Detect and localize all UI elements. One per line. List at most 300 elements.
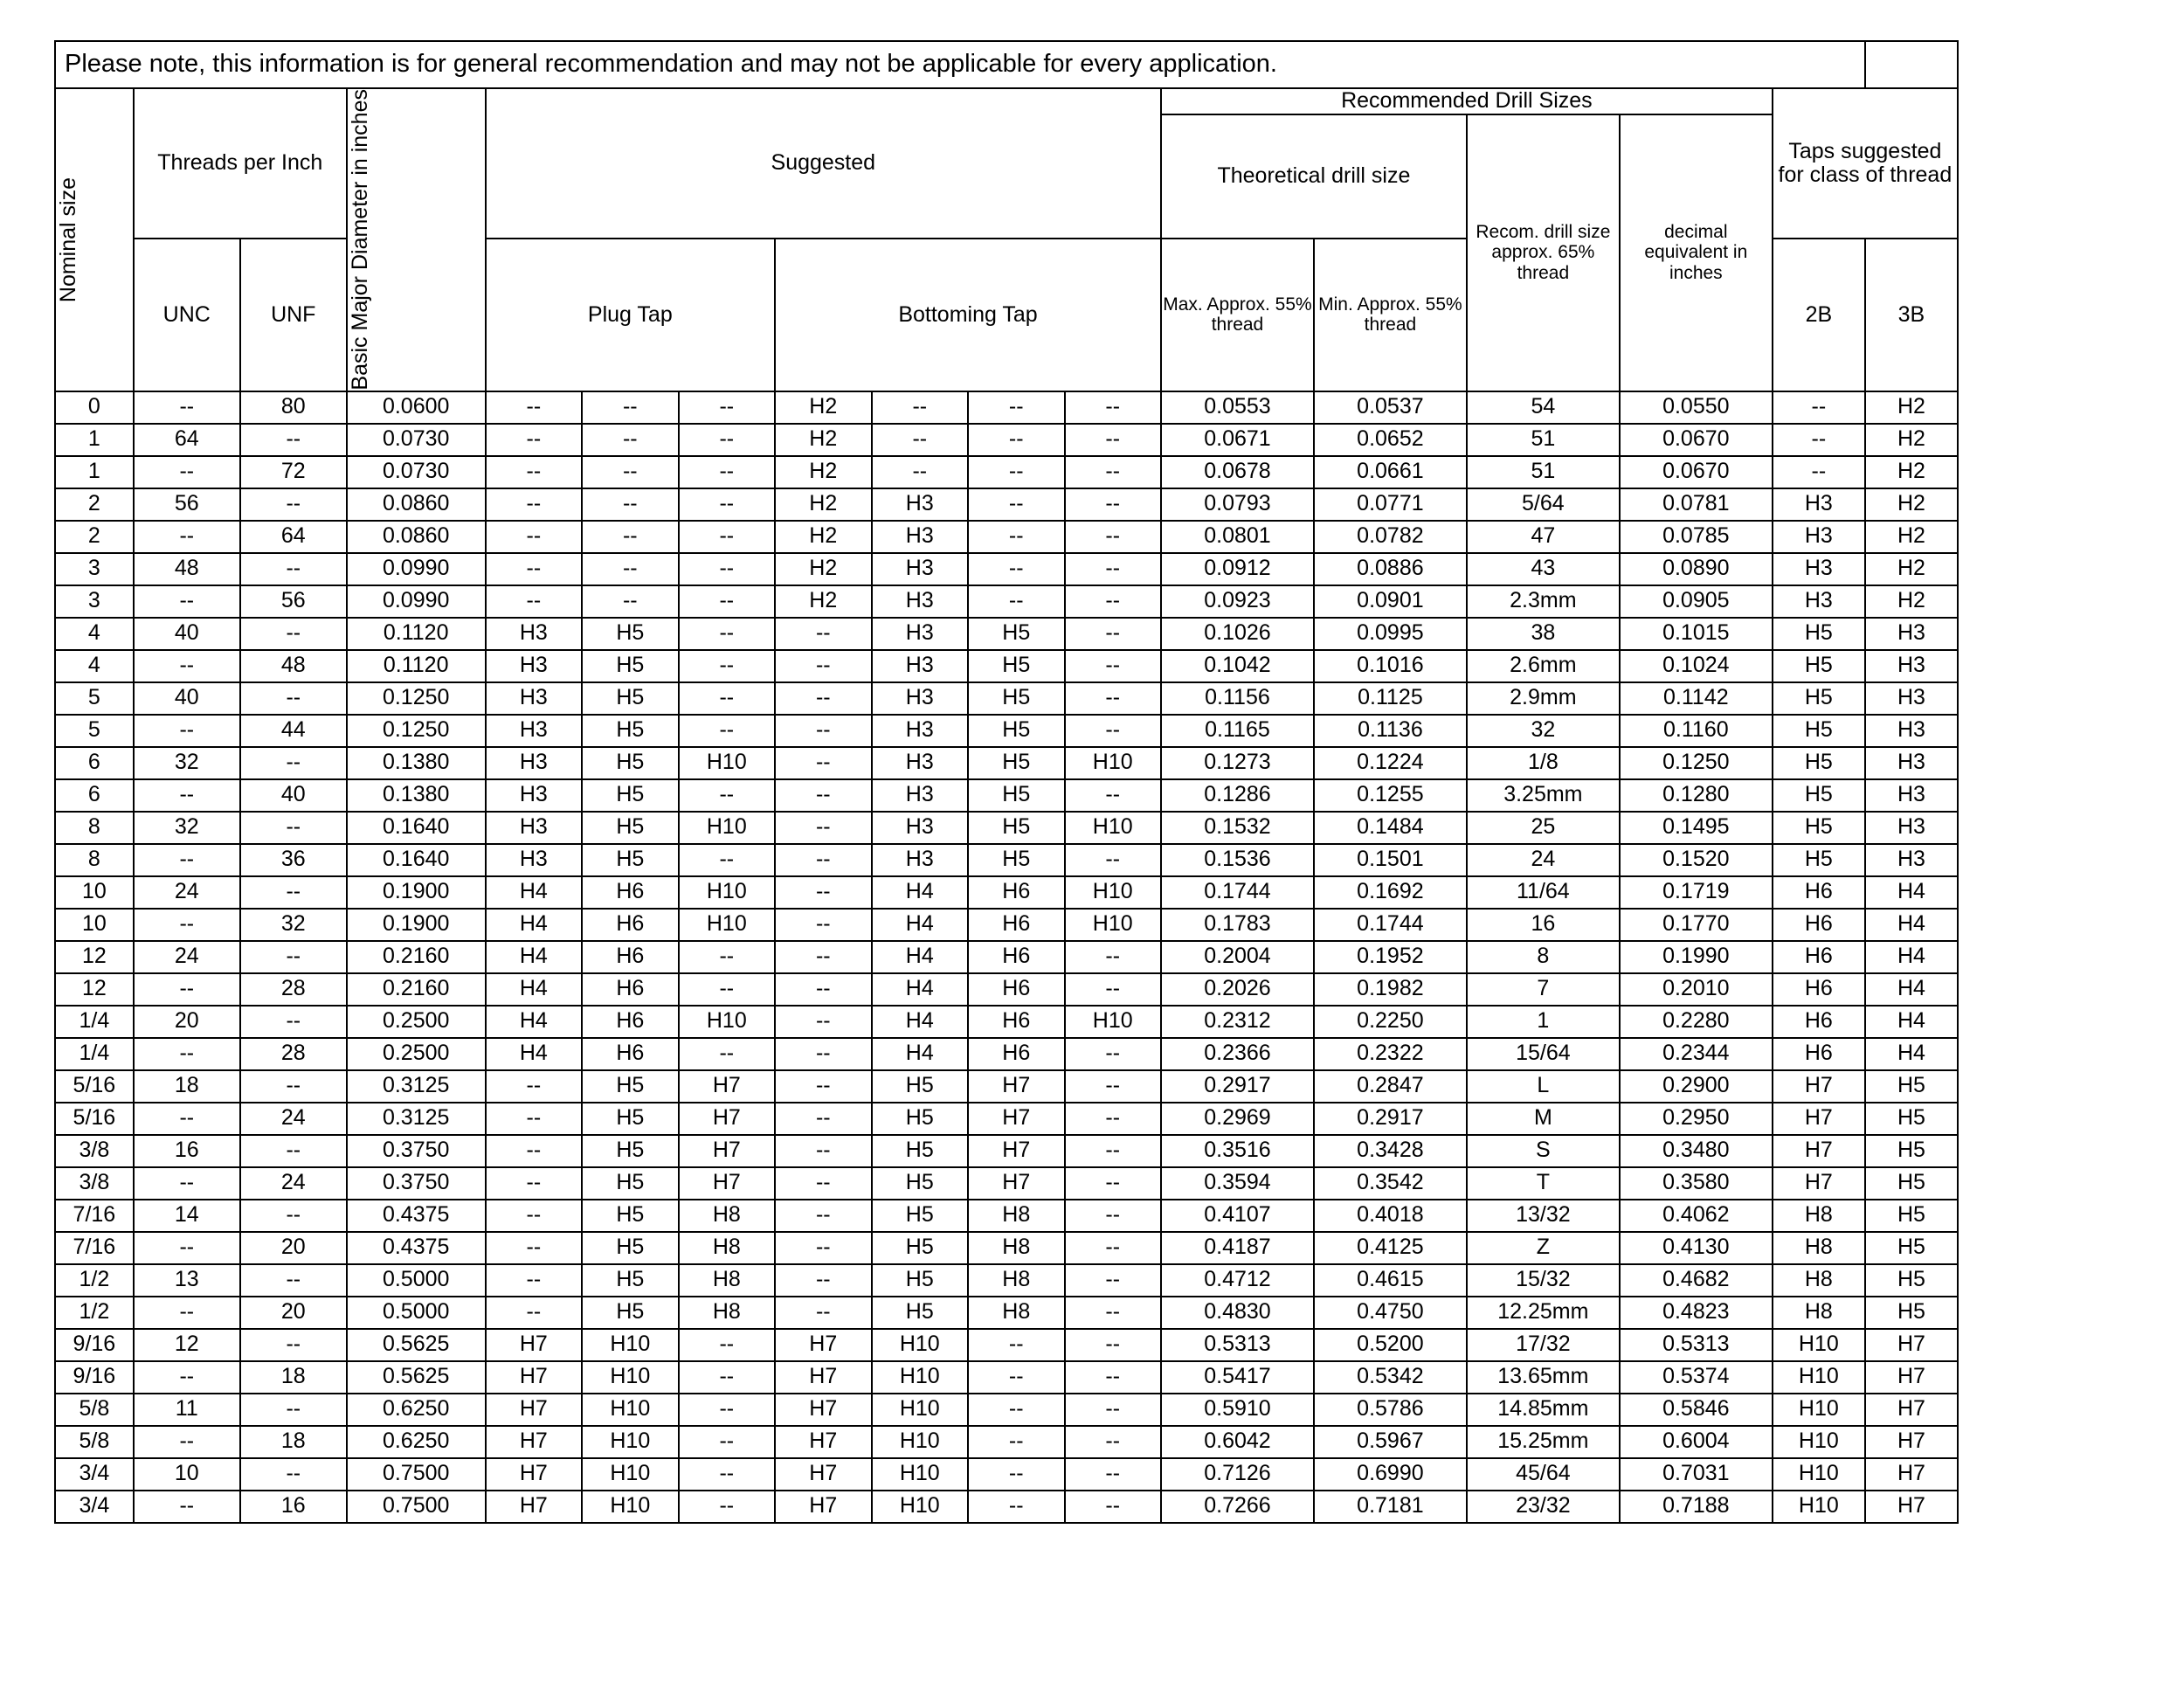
cell-unc: -- [134, 844, 240, 876]
cell-class-3b: H3 [1865, 812, 1958, 844]
cell-decimal-equivalent: 0.0890 [1620, 553, 1773, 585]
cell-bottoming-3: H6 [968, 973, 1064, 1006]
cell-min-approx: 0.1224 [1314, 747, 1467, 779]
cell-basic-major-diameter: 0.5000 [347, 1264, 486, 1297]
cell-recom-drill: 2.9mm [1467, 682, 1620, 715]
cell-unf: -- [240, 1135, 347, 1167]
cell-plug-2: H10 [582, 1329, 678, 1361]
cell-plug-1: H3 [486, 715, 582, 747]
cell-bottoming-2: H4 [872, 909, 968, 941]
cell-unc: 48 [134, 553, 240, 585]
cell-unc: -- [134, 1491, 240, 1523]
cell-bottoming-4: H10 [1065, 909, 1161, 941]
cell-recom-drill: 2.6mm [1467, 650, 1620, 682]
table-row [55, 1070, 1958, 1103]
cell-bottoming-3: H6 [968, 1038, 1064, 1070]
cell-bottoming-3: -- [968, 585, 1064, 618]
cell-plug-3: H10 [679, 812, 775, 844]
cell-unf: -- [240, 553, 347, 585]
cell-basic-major-diameter: 0.1900 [347, 876, 486, 909]
cell-bottoming-4: -- [1065, 941, 1161, 973]
cell-bottoming-1: -- [775, 618, 871, 650]
cell-plug-3: H8 [679, 1264, 775, 1297]
cell-bottoming-2: H3 [872, 618, 968, 650]
cell-nominal-size: 12 [55, 941, 134, 973]
cell-unf: 56 [240, 585, 347, 618]
cell-plug-3: H10 [679, 747, 775, 779]
table-row [55, 1264, 1958, 1297]
table-row [55, 909, 1958, 941]
cell-plug-3: -- [679, 779, 775, 812]
cell-min-approx: 0.1982 [1314, 973, 1467, 1006]
cell-recom-drill: 2.3mm [1467, 585, 1620, 618]
cell-unf: -- [240, 1394, 347, 1426]
cell-unc: 12 [134, 1329, 240, 1361]
cell-class-2b: H10 [1773, 1394, 1865, 1426]
cell-class-3b: H4 [1865, 941, 1958, 973]
table-row [55, 553, 1958, 585]
cell-plug-1: H3 [486, 747, 582, 779]
cell-max-approx: 0.5313 [1161, 1329, 1314, 1361]
cell-max-approx: 0.0671 [1161, 424, 1314, 456]
cell-max-approx: 0.0678 [1161, 456, 1314, 488]
cell-class-3b: H2 [1865, 521, 1958, 553]
cell-bottoming-1: H2 [775, 585, 871, 618]
cell-max-approx: 0.0793 [1161, 488, 1314, 521]
cell-recom-drill: 15/64 [1467, 1038, 1620, 1070]
cell-bottoming-4: -- [1065, 618, 1161, 650]
cell-plug-2: H6 [582, 1038, 678, 1070]
cell-bottoming-1: -- [775, 1232, 871, 1264]
cell-min-approx: 0.3428 [1314, 1135, 1467, 1167]
cell-basic-major-diameter: 0.0990 [347, 553, 486, 585]
cell-unf: 28 [240, 973, 347, 1006]
table-row [55, 812, 1958, 844]
cell-unf: 32 [240, 909, 347, 941]
cell-class-3b: H7 [1865, 1491, 1958, 1523]
cell-recom-drill: 25 [1467, 812, 1620, 844]
cell-plug-1: H7 [486, 1361, 582, 1394]
cell-plug-2: H5 [582, 682, 678, 715]
table-row [55, 585, 1958, 618]
cell-max-approx: 0.0553 [1161, 391, 1314, 424]
cell-class-3b: H2 [1865, 424, 1958, 456]
cell-bottoming-1: H2 [775, 521, 871, 553]
cell-decimal-equivalent: 0.7188 [1620, 1491, 1773, 1523]
cell-basic-major-diameter: 0.3125 [347, 1103, 486, 1135]
cell-decimal-equivalent: 0.4823 [1620, 1297, 1773, 1329]
cell-bottoming-2: H3 [872, 521, 968, 553]
cell-basic-major-diameter: 0.1250 [347, 715, 486, 747]
cell-max-approx: 0.2969 [1161, 1103, 1314, 1135]
cell-unf: 16 [240, 1491, 347, 1523]
cell-class-2b: H6 [1773, 909, 1865, 941]
cell-class-2b: H6 [1773, 973, 1865, 1006]
cell-max-approx: 0.5417 [1161, 1361, 1314, 1394]
cell-nominal-size: 8 [55, 812, 134, 844]
cell-bottoming-3: H8 [968, 1297, 1064, 1329]
cell-recom-drill: 1/8 [1467, 747, 1620, 779]
cell-basic-major-diameter: 0.1640 [347, 844, 486, 876]
cell-min-approx: 0.4125 [1314, 1232, 1467, 1264]
cell-decimal-equivalent: 0.2344 [1620, 1038, 1773, 1070]
cell-bottoming-4: H10 [1065, 747, 1161, 779]
cell-plug-2: -- [582, 488, 678, 521]
cell-unc: 32 [134, 747, 240, 779]
table-row [55, 1232, 1958, 1264]
cell-nominal-size: 3/8 [55, 1167, 134, 1200]
cell-basic-major-diameter: 0.2160 [347, 973, 486, 1006]
cell-plug-1: -- [486, 1264, 582, 1297]
cell-unf: -- [240, 1264, 347, 1297]
cell-bottoming-3: H7 [968, 1167, 1064, 1200]
header-plug-tap: Plug Tap [486, 239, 775, 391]
cell-basic-major-diameter: 0.2500 [347, 1038, 486, 1070]
cell-basic-major-diameter: 0.3750 [347, 1167, 486, 1200]
cell-class-3b: H7 [1865, 1458, 1958, 1491]
cell-unf: 18 [240, 1426, 347, 1458]
cell-recom-drill: 3.25mm [1467, 779, 1620, 812]
cell-bottoming-3: -- [968, 488, 1064, 521]
cell-unc: -- [134, 1167, 240, 1200]
tap-drill-chart-table [54, 40, 1959, 1524]
cell-class-2b: H6 [1773, 1006, 1865, 1038]
cell-basic-major-diameter: 0.2500 [347, 1006, 486, 1038]
cell-class-2b: H6 [1773, 876, 1865, 909]
cell-basic-major-diameter: 0.0600 [347, 391, 486, 424]
cell-class-3b: H5 [1865, 1070, 1958, 1103]
cell-unf: -- [240, 1006, 347, 1038]
cell-decimal-equivalent: 0.2010 [1620, 973, 1773, 1006]
cell-bottoming-1: -- [775, 1070, 871, 1103]
cell-bottoming-2: H5 [872, 1264, 968, 1297]
cell-nominal-size: 1/4 [55, 1038, 134, 1070]
cell-plug-3: H10 [679, 1006, 775, 1038]
cell-plug-3: H7 [679, 1103, 775, 1135]
cell-plug-1: -- [486, 1297, 582, 1329]
cell-unf: 36 [240, 844, 347, 876]
cell-recom-drill: 43 [1467, 553, 1620, 585]
cell-class-2b: H10 [1773, 1491, 1865, 1523]
cell-unf: 28 [240, 1038, 347, 1070]
cell-plug-2: H6 [582, 909, 678, 941]
cell-min-approx: 0.1501 [1314, 844, 1467, 876]
table-row [55, 682, 1958, 715]
cell-decimal-equivalent: 0.0670 [1620, 424, 1773, 456]
cell-class-3b: H3 [1865, 747, 1958, 779]
cell-plug-3: -- [679, 715, 775, 747]
cell-plug-2: H5 [582, 812, 678, 844]
cell-min-approx: 0.0537 [1314, 391, 1467, 424]
cell-unc: 32 [134, 812, 240, 844]
cell-decimal-equivalent: 0.4062 [1620, 1200, 1773, 1232]
cell-unc: 64 [134, 424, 240, 456]
cell-max-approx: 0.1273 [1161, 747, 1314, 779]
cell-plug-2: H5 [582, 1135, 678, 1167]
cell-min-approx: 0.1136 [1314, 715, 1467, 747]
cell-decimal-equivalent: 0.2280 [1620, 1006, 1773, 1038]
cell-min-approx: 0.4750 [1314, 1297, 1467, 1329]
cell-bottoming-4: -- [1065, 1264, 1161, 1297]
cell-plug-2: H10 [582, 1361, 678, 1394]
cell-plug-3: -- [679, 941, 775, 973]
cell-decimal-equivalent: 0.0781 [1620, 488, 1773, 521]
table-row [55, 650, 1958, 682]
cell-bottoming-4: -- [1065, 424, 1161, 456]
cell-bottoming-2: H5 [872, 1070, 968, 1103]
cell-bottoming-3: H6 [968, 1006, 1064, 1038]
cell-plug-2: H5 [582, 1167, 678, 1200]
cell-basic-major-diameter: 0.1120 [347, 618, 486, 650]
cell-bottoming-4: -- [1065, 779, 1161, 812]
cell-bottoming-2: H5 [872, 1135, 968, 1167]
cell-class-3b: H3 [1865, 618, 1958, 650]
cell-plug-3: -- [679, 650, 775, 682]
cell-nominal-size: 9/16 [55, 1329, 134, 1361]
cell-unc: -- [134, 521, 240, 553]
cell-bottoming-3: H5 [968, 618, 1064, 650]
cell-bottoming-4: -- [1065, 715, 1161, 747]
cell-bottoming-1: -- [775, 1167, 871, 1200]
cell-class-2b: H8 [1773, 1232, 1865, 1264]
cell-class-3b: H3 [1865, 779, 1958, 812]
cell-decimal-equivalent: 0.5846 [1620, 1394, 1773, 1426]
cell-class-3b: H5 [1865, 1167, 1958, 1200]
header-max-approx: Max. Approx. 55% thread [1161, 239, 1314, 391]
cell-plug-1: H3 [486, 682, 582, 715]
cell-plug-2: -- [582, 391, 678, 424]
cell-class-2b: H7 [1773, 1167, 1865, 1200]
cell-plug-3: -- [679, 1491, 775, 1523]
cell-max-approx: 0.2026 [1161, 973, 1314, 1006]
header-threads-per-inch: Threads per Inch [134, 88, 347, 239]
cell-nominal-size: 3/8 [55, 1135, 134, 1167]
cell-class-2b: H10 [1773, 1329, 1865, 1361]
cell-nominal-size: 3 [55, 553, 134, 585]
cell-bottoming-4: -- [1065, 1491, 1161, 1523]
cell-min-approx: 0.1016 [1314, 650, 1467, 682]
cell-class-2b: H5 [1773, 747, 1865, 779]
cell-decimal-equivalent: 0.5374 [1620, 1361, 1773, 1394]
cell-plug-1: -- [486, 1103, 582, 1135]
cell-class-3b: H5 [1865, 1135, 1958, 1167]
cell-min-approx: 0.5200 [1314, 1329, 1467, 1361]
cell-bottoming-2: -- [872, 391, 968, 424]
cell-min-approx: 0.1744 [1314, 909, 1467, 941]
cell-class-2b: H5 [1773, 779, 1865, 812]
cell-bottoming-1: -- [775, 876, 871, 909]
cell-plug-1: H4 [486, 941, 582, 973]
cell-max-approx: 0.1156 [1161, 682, 1314, 715]
cell-bottoming-1: -- [775, 1264, 871, 1297]
cell-plug-3: -- [679, 585, 775, 618]
cell-min-approx: 0.6990 [1314, 1458, 1467, 1491]
cell-recom-drill: 17/32 [1467, 1329, 1620, 1361]
cell-recom-drill: 14.85mm [1467, 1394, 1620, 1426]
cell-bottoming-1: -- [775, 1135, 871, 1167]
note-text: Please note, this information is for general recommendation and may not be applicable for every application. [55, 41, 1865, 88]
cell-unc: -- [134, 585, 240, 618]
cell-bottoming-2: H5 [872, 1297, 968, 1329]
cell-bottoming-4: -- [1065, 585, 1161, 618]
cell-bottoming-3: H5 [968, 715, 1064, 747]
cell-decimal-equivalent: 0.1015 [1620, 618, 1773, 650]
cell-bottoming-3: H8 [968, 1264, 1064, 1297]
cell-bottoming-4: -- [1065, 521, 1161, 553]
cell-plug-2: H5 [582, 1232, 678, 1264]
cell-bottoming-4: H10 [1065, 876, 1161, 909]
cell-decimal-equivalent: 0.1280 [1620, 779, 1773, 812]
cell-bottoming-2: H5 [872, 1232, 968, 1264]
cell-bottoming-2: H4 [872, 876, 968, 909]
cell-class-3b: H4 [1865, 1006, 1958, 1038]
cell-bottoming-2: H3 [872, 715, 968, 747]
cell-basic-major-diameter: 0.0860 [347, 521, 486, 553]
cell-bottoming-3: H5 [968, 844, 1064, 876]
cell-class-2b: H5 [1773, 715, 1865, 747]
cell-unf: -- [240, 488, 347, 521]
cell-bottoming-3: -- [968, 1329, 1064, 1361]
cell-max-approx: 0.1783 [1161, 909, 1314, 941]
cell-plug-2: H5 [582, 1264, 678, 1297]
cell-class-2b: -- [1773, 424, 1865, 456]
cell-recom-drill: 23/32 [1467, 1491, 1620, 1523]
cell-nominal-size: 3 [55, 585, 134, 618]
cell-bottoming-1: H7 [775, 1491, 871, 1523]
cell-plug-2: H5 [582, 779, 678, 812]
cell-max-approx: 0.1165 [1161, 715, 1314, 747]
table-row [55, 1135, 1958, 1167]
cell-unf: 80 [240, 391, 347, 424]
cell-basic-major-diameter: 0.1380 [347, 779, 486, 812]
cell-bottoming-1: -- [775, 844, 871, 876]
table-row [55, 1297, 1958, 1329]
cell-recom-drill: 5/64 [1467, 488, 1620, 521]
cell-plug-3: -- [679, 1394, 775, 1426]
cell-bottoming-4: -- [1065, 1426, 1161, 1458]
header-recommended-drill-sizes: Recommended Drill Sizes [1161, 88, 1773, 114]
cell-class-2b: -- [1773, 456, 1865, 488]
cell-min-approx: 0.1952 [1314, 941, 1467, 973]
cell-bottoming-2: H3 [872, 779, 968, 812]
table-row [55, 618, 1958, 650]
cell-recom-drill: Z [1467, 1232, 1620, 1264]
cell-nominal-size: 5/8 [55, 1394, 134, 1426]
cell-bottoming-4: -- [1065, 1038, 1161, 1070]
cell-basic-major-diameter: 0.1250 [347, 682, 486, 715]
cell-plug-1: -- [486, 424, 582, 456]
cell-nominal-size: 7/16 [55, 1232, 134, 1264]
cell-decimal-equivalent: 0.1024 [1620, 650, 1773, 682]
table-row [55, 1200, 1958, 1232]
cell-decimal-equivalent: 0.0905 [1620, 585, 1773, 618]
cell-bottoming-4: -- [1065, 1329, 1161, 1361]
cell-min-approx: 0.1255 [1314, 779, 1467, 812]
cell-plug-1: -- [486, 521, 582, 553]
cell-unc: 56 [134, 488, 240, 521]
cell-class-2b: H8 [1773, 1200, 1865, 1232]
cell-plug-2: H5 [582, 650, 678, 682]
cell-bottoming-3: H8 [968, 1200, 1064, 1232]
cell-plug-2: H10 [582, 1458, 678, 1491]
cell-unf: 40 [240, 779, 347, 812]
table-row [55, 521, 1958, 553]
table-row [55, 1038, 1958, 1070]
cell-max-approx: 0.2366 [1161, 1038, 1314, 1070]
cell-class-3b: H3 [1865, 715, 1958, 747]
cell-plug-1: -- [486, 1232, 582, 1264]
header-row-1 [55, 88, 1958, 114]
cell-class-3b: H7 [1865, 1361, 1958, 1394]
table-row [55, 1491, 1958, 1523]
cell-bottoming-2: H3 [872, 553, 968, 585]
cell-bottoming-3: H5 [968, 779, 1064, 812]
cell-plug-3: -- [679, 424, 775, 456]
cell-bottoming-2: H3 [872, 650, 968, 682]
header-suggested: Suggested [486, 88, 1161, 239]
table-row [55, 941, 1958, 973]
cell-max-approx: 0.2004 [1161, 941, 1314, 973]
cell-bottoming-4: -- [1065, 1070, 1161, 1103]
cell-min-approx: 0.0886 [1314, 553, 1467, 585]
cell-bottoming-3: H6 [968, 876, 1064, 909]
cell-nominal-size: 8 [55, 844, 134, 876]
cell-unc: 24 [134, 876, 240, 909]
cell-decimal-equivalent: 0.6004 [1620, 1426, 1773, 1458]
cell-bottoming-3: H6 [968, 941, 1064, 973]
cell-bottoming-2: H5 [872, 1103, 968, 1135]
cell-decimal-equivalent: 0.4682 [1620, 1264, 1773, 1297]
header-decimal-equivalent: decimal equivalent in inches [1620, 114, 1773, 391]
cell-plug-1: -- [486, 1167, 582, 1200]
cell-bottoming-2: H10 [872, 1361, 968, 1394]
cell-basic-major-diameter: 0.0730 [347, 424, 486, 456]
cell-class-3b: H5 [1865, 1232, 1958, 1264]
cell-min-approx: 0.2322 [1314, 1038, 1467, 1070]
cell-bottoming-2: H4 [872, 941, 968, 973]
cell-nominal-size: 2 [55, 521, 134, 553]
cell-plug-1: -- [486, 1070, 582, 1103]
table-row [55, 1394, 1958, 1426]
header-basic-major-diameter-label: Basic Major Diameter in inches [347, 89, 372, 391]
cell-bottoming-3: H8 [968, 1232, 1064, 1264]
cell-bottoming-2: H3 [872, 682, 968, 715]
cell-bottoming-1: H7 [775, 1458, 871, 1491]
cell-bottoming-4: -- [1065, 1361, 1161, 1394]
cell-recom-drill: 45/64 [1467, 1458, 1620, 1491]
cell-unf: -- [240, 1200, 347, 1232]
cell-unc: -- [134, 1103, 240, 1135]
table-row [55, 747, 1958, 779]
cell-unc: 24 [134, 941, 240, 973]
cell-bottoming-4: -- [1065, 1394, 1161, 1426]
cell-recom-drill: 51 [1467, 424, 1620, 456]
cell-min-approx: 0.0782 [1314, 521, 1467, 553]
cell-basic-major-diameter: 0.1900 [347, 909, 486, 941]
cell-bottoming-2: H3 [872, 488, 968, 521]
cell-max-approx: 0.2312 [1161, 1006, 1314, 1038]
cell-class-2b: H7 [1773, 1070, 1865, 1103]
cell-class-3b: H4 [1865, 909, 1958, 941]
header-bottoming-tap: Bottoming Tap [775, 239, 1161, 391]
cell-unf: 44 [240, 715, 347, 747]
cell-plug-1: -- [486, 585, 582, 618]
cell-decimal-equivalent: 0.5313 [1620, 1329, 1773, 1361]
cell-bottoming-2: -- [872, 456, 968, 488]
cell-unf: 72 [240, 456, 347, 488]
cell-recom-drill: T [1467, 1167, 1620, 1200]
cell-plug-2: H5 [582, 618, 678, 650]
